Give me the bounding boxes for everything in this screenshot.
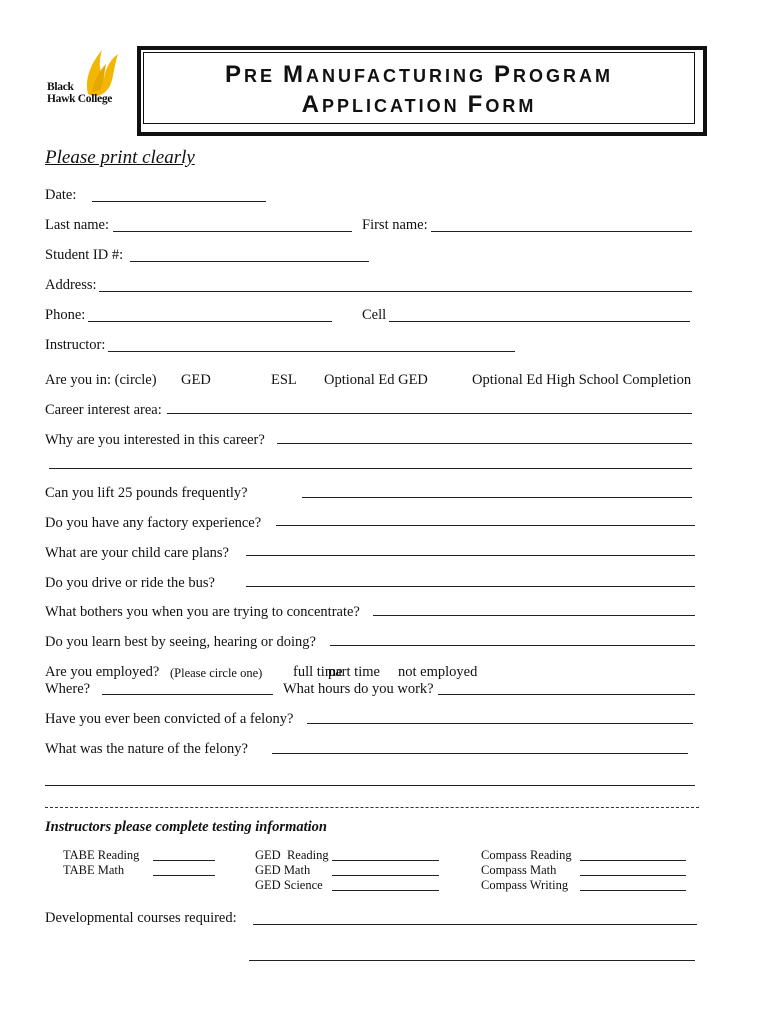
felony-nature-field-2[interactable] (45, 785, 695, 786)
student-id-field[interactable] (130, 261, 369, 262)
first-name-field[interactable] (431, 231, 692, 232)
option-optional-ed-hs[interactable]: Optional Ed High School Completion (472, 372, 692, 388)
last-name-field[interactable] (113, 231, 352, 232)
why-interested-field[interactable] (277, 443, 692, 444)
date-label: Date: (45, 187, 77, 203)
factory-field[interactable] (276, 525, 695, 526)
child-care-label: What are your child care plans? (45, 545, 229, 561)
ged-math-field[interactable] (332, 875, 439, 876)
option-not-employed[interactable]: not employed (398, 664, 478, 680)
form-title-line2: APPLICATION FORM (301, 91, 537, 118)
developmental-field-2[interactable] (249, 960, 695, 961)
college-logo (44, 48, 136, 110)
last-name-label: Last name: (45, 217, 110, 233)
concentrate-label: What bothers you when you are trying to concentrate? (45, 604, 360, 620)
where-label: Where? (45, 681, 91, 697)
first-name-label: First name: (362, 217, 428, 233)
ged-math-label: GED Math (255, 863, 311, 877)
instructor-field[interactable] (108, 351, 515, 352)
cell-field[interactable] (389, 321, 690, 322)
concentrate-field[interactable] (373, 615, 695, 616)
learn-best-label: Do you learn best by seeing, hearing or doing? (45, 634, 316, 650)
phone-field[interactable] (88, 321, 332, 322)
tabe-reading-label: TABE Reading (63, 848, 140, 862)
lift-label: Can you lift 25 pounds frequently? (45, 485, 248, 501)
tabe-math-label: TABE Math (63, 863, 125, 877)
phone-label: Phone: (45, 307, 86, 323)
option-part-time[interactable]: part time (328, 664, 380, 680)
student-id-label: Student ID #: (45, 247, 124, 263)
instructor-label: Instructor: (45, 337, 106, 353)
print-instruction: Please print clearly (45, 147, 195, 168)
tabe-math-field[interactable] (153, 875, 215, 876)
option-optional-ed-ged[interactable]: Optional Ed GED (324, 372, 428, 388)
felony-field[interactable] (307, 723, 693, 724)
section-divider (45, 807, 699, 808)
compass-writing-field[interactable] (580, 890, 686, 891)
compass-reading-field[interactable] (580, 860, 686, 861)
felony-nature-field[interactable] (272, 753, 688, 754)
learn-best-field[interactable] (330, 645, 695, 646)
tabe-reading-field[interactable] (153, 860, 215, 861)
why-interested-label: Why are you interested in this career? (45, 432, 265, 448)
hours-field[interactable] (438, 694, 695, 695)
why-interested-field-2[interactable] (49, 468, 692, 469)
lift-field[interactable] (302, 497, 692, 498)
cell-label: Cell (362, 307, 387, 323)
title-box (143, 52, 695, 124)
testing-heading: Instructors please complete testing information (45, 819, 327, 835)
where-field[interactable] (102, 694, 273, 695)
drive-bus-label: Do you drive or ride the bus? (45, 575, 215, 591)
factory-label: Do you have any factory experience? (45, 515, 262, 531)
child-care-field[interactable] (246, 555, 695, 556)
compass-math-label: Compass Math (481, 863, 557, 877)
felony-nature-label: What was the nature of the felony? (45, 741, 248, 757)
option-esl[interactable]: ESL (271, 372, 297, 388)
option-ged[interactable]: GED (181, 372, 211, 388)
ged-science-field[interactable] (332, 890, 439, 891)
drive-bus-field[interactable] (246, 586, 695, 587)
date-field[interactable] (92, 201, 266, 202)
compass-writing-label: Compass Writing (481, 878, 569, 892)
hours-label: What hours do you work? (283, 681, 434, 697)
developmental-field[interactable] (253, 924, 697, 925)
ged-reading-label: GED Reading (255, 848, 329, 862)
employed-note: (Please circle one) (170, 666, 263, 680)
ged-science-label: GED Science (255, 878, 323, 892)
address-label: Address: (45, 277, 97, 293)
address-field[interactable] (99, 291, 692, 292)
felony-label: Have you ever been convicted of a felony? (45, 711, 294, 727)
logo-text-line2: Hawk College (47, 93, 113, 105)
career-interest-label: Career interest area: (45, 402, 162, 418)
form-title-line1: PRE MANUFACTURING PROGRAM (224, 61, 614, 88)
logo-text-line1: Black (47, 81, 74, 93)
ged-reading-field[interactable] (332, 860, 439, 861)
developmental-label: Developmental courses required: (45, 910, 237, 926)
employed-label: Are you employed? (45, 664, 160, 680)
compass-math-field[interactable] (580, 875, 686, 876)
option-full-time[interactable]: full time (293, 664, 343, 680)
program-prompt: Are you in: (circle) (45, 372, 157, 388)
career-interest-field[interactable] (167, 413, 692, 414)
compass-reading-label: Compass Reading (481, 848, 572, 862)
